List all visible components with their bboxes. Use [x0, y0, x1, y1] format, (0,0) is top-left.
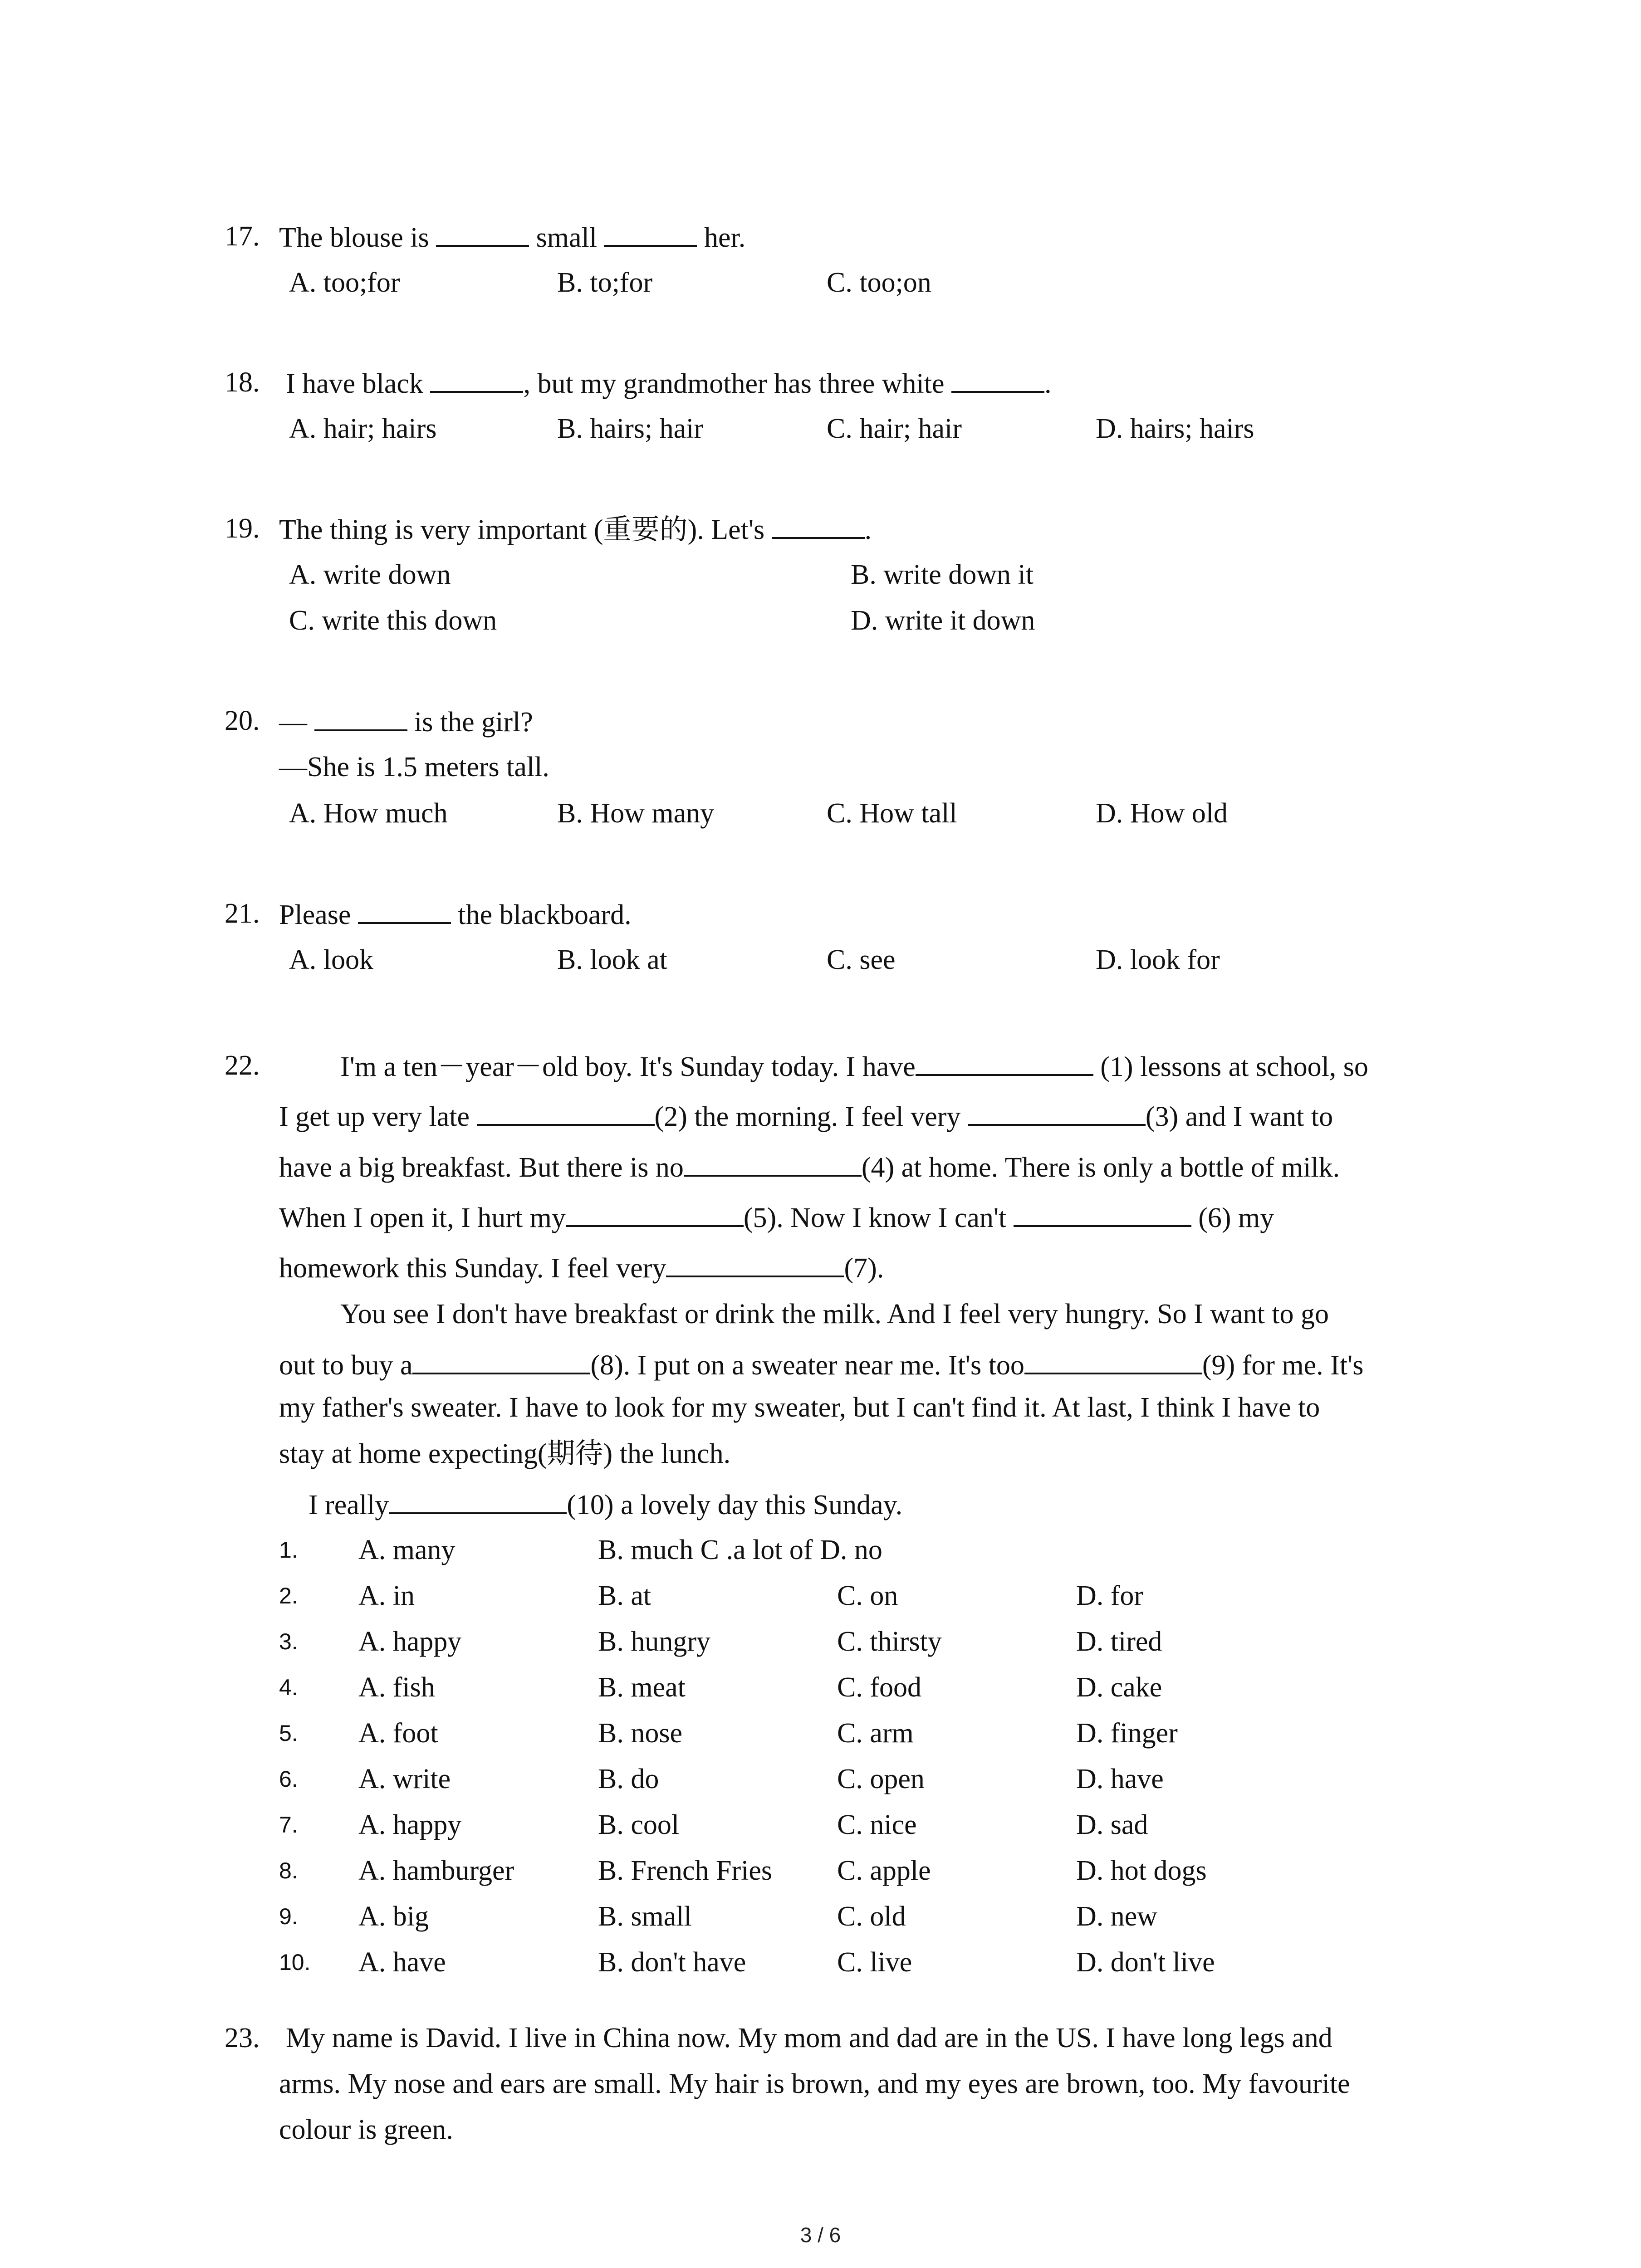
option-a: A. write down — [289, 559, 451, 590]
option-c: C. nice — [837, 1809, 917, 1840]
option-row-number: 5. — [279, 1721, 298, 1746]
answer-blank — [772, 514, 865, 539]
cloze-blank-2 — [477, 1101, 655, 1126]
option-a: A. hamburger — [358, 1855, 514, 1886]
option-b: B. meat — [598, 1672, 686, 1703]
option-b: B. small — [598, 1901, 692, 1932]
question-number: 22. — [225, 1050, 260, 1081]
option-a: A. too;for — [289, 267, 400, 298]
question-number: 21. — [225, 898, 260, 929]
passage-line: I'm a ten－year－old boy. It's Sunday today. I have (1) lessons at school, so — [340, 1051, 1368, 1082]
option-b: B. look at — [557, 944, 667, 975]
option-a: A. write — [358, 1764, 451, 1794]
question-number: 23. — [225, 2023, 260, 2053]
option-b: B. at — [598, 1580, 652, 1611]
option-c: C. on — [837, 1580, 898, 1611]
option-d: D. look for — [1096, 944, 1220, 975]
passage-line: stay at home expecting(期待) the lunch. — [279, 1438, 731, 1469]
option-d: D. How old — [1096, 798, 1228, 829]
dialogue-answer: —She is 1.5 meters tall. — [279, 752, 549, 782]
cloze-blank-7 — [666, 1253, 844, 1277]
option-d: D. cake — [1076, 1672, 1162, 1703]
option-a: A. foot — [358, 1718, 438, 1749]
option-a: A. How much — [289, 798, 448, 829]
cloze-blank-9 — [1024, 1350, 1202, 1374]
option-c: C. food — [837, 1672, 921, 1703]
option-c: C. live — [837, 1947, 912, 1978]
passage-line: My name is David. I live in China now. My mom and dad are in the US. I have long legs and — [286, 2023, 1332, 2053]
question-stem: I have black , but my grandmother has three white . — [286, 368, 1052, 399]
option-c: C. arm — [837, 1718, 914, 1749]
option-b: B. do — [598, 1764, 659, 1794]
passage-line: I get up very late (2) the morning. I feel very (3) and I want to — [279, 1101, 1333, 1132]
answer-blank — [604, 222, 697, 247]
cloze-blank-1 — [916, 1051, 1093, 1076]
page-number: 3 / 6 — [800, 2223, 841, 2247]
option-a: A. big — [358, 1901, 429, 1932]
option-b: B. French Fries — [598, 1855, 773, 1886]
option-row-number: 4. — [279, 1675, 298, 1700]
option-c: C. too;on — [827, 267, 931, 298]
option-a: A. fish — [358, 1672, 435, 1703]
option-b: B. much C .a lot of D. no — [598, 1535, 882, 1565]
option-row-number: 10. — [279, 1950, 311, 1975]
option-c: C. apple — [837, 1855, 931, 1886]
cloze-blank-5 — [566, 1202, 744, 1227]
option-b: B. hairs; hair — [557, 413, 703, 444]
option-row-number: 6. — [279, 1766, 298, 1792]
question-number: 19. — [225, 513, 260, 544]
question-stem: The blouse is small her. — [279, 222, 746, 253]
passage-line: arms. My nose and ears are small. My hair is brown, and my eyes are brown, too. My favourite — [279, 2068, 1350, 2099]
option-a: A. hair; hairs — [289, 413, 437, 444]
passage-line: have a big breakfast. But there is no (4) at home. There is only a bottle of milk. — [279, 1152, 1340, 1183]
option-b: B. hungry — [598, 1626, 710, 1657]
question-number: 17. — [225, 221, 260, 252]
option-d: D. finger — [1076, 1718, 1178, 1749]
answer-blank — [430, 368, 523, 393]
option-row-number: 7. — [279, 1812, 298, 1838]
answer-blank — [314, 707, 407, 731]
option-d: D. for — [1076, 1580, 1144, 1611]
option-b: B. to;for — [557, 267, 653, 298]
answer-blank — [951, 368, 1044, 393]
question-stem: — is the girl? — [279, 707, 533, 738]
cloze-blank-3 — [968, 1101, 1146, 1126]
option-b: B. nose — [598, 1718, 682, 1749]
option-d: D. tired — [1076, 1626, 1162, 1657]
passage-line: colour is green. — [279, 2114, 453, 2145]
option-row-number: 1. — [279, 1537, 298, 1563]
option-row-number: 2. — [279, 1583, 298, 1608]
answer-blank — [436, 222, 529, 247]
cloze-blank-6 — [1014, 1202, 1191, 1227]
option-d: D. have — [1076, 1764, 1164, 1794]
option-row-number: 8. — [279, 1858, 298, 1883]
option-row-number: 9. — [279, 1904, 298, 1929]
option-b: B. How many — [557, 798, 715, 829]
passage-line: When I open it, I hurt my (5). Now I know I can't (6) my — [279, 1202, 1274, 1233]
option-c: C. thirsty — [837, 1626, 942, 1657]
option-c: C. How tall — [827, 798, 957, 829]
cloze-blank-4 — [684, 1152, 862, 1177]
passage-line: out to buy a (8). I put on a sweater near me. It's too (9) for me. It's — [279, 1350, 1364, 1381]
answer-blank — [358, 899, 451, 924]
option-b: B. write down it — [851, 559, 1034, 590]
option-d: D. sad — [1076, 1809, 1148, 1840]
option-b: B. don't have — [598, 1947, 746, 1978]
option-a: A. in — [358, 1580, 415, 1611]
passage-line: homework this Sunday. I feel very (7). — [279, 1253, 884, 1284]
option-b: B. cool — [598, 1809, 680, 1840]
option-a: A. look — [289, 944, 373, 975]
cloze-blank-10 — [389, 1490, 567, 1514]
option-d: D. hairs; hairs — [1096, 413, 1254, 444]
question-number: 18. — [225, 367, 260, 398]
option-c: C. hair; hair — [827, 413, 962, 444]
passage-line: I really (10) a lovely day this Sunday. — [309, 1490, 903, 1520]
option-d: D. new — [1076, 1901, 1158, 1932]
option-row-number: 3. — [279, 1629, 298, 1654]
option-c: C. old — [837, 1901, 906, 1932]
question-stem: The thing is very important (重要的). Let's . — [279, 514, 872, 545]
cloze-blank-8 — [412, 1350, 590, 1374]
question-number: 20. — [225, 705, 260, 736]
option-a: A. many — [358, 1535, 456, 1565]
option-c: C. see — [827, 944, 896, 975]
option-a: A. have — [358, 1947, 446, 1978]
option-a: A. happy — [358, 1626, 462, 1657]
option-c: C. write this down — [289, 605, 497, 636]
option-d: D. don't live — [1076, 1947, 1215, 1978]
passage-line: my father's sweater. I have to look for my sweater, but I can't find it. At last, I think I have to — [279, 1392, 1320, 1423]
option-d: D. write it down — [851, 605, 1035, 636]
passage-line: You see I don't have breakfast or drink the milk. And I feel very hungry. So I want to go — [340, 1299, 1329, 1330]
option-a: A. happy — [358, 1809, 462, 1840]
option-c: C. open — [837, 1764, 925, 1794]
option-d: D. hot dogs — [1076, 1855, 1207, 1886]
question-stem: Please the blackboard. — [279, 899, 632, 930]
